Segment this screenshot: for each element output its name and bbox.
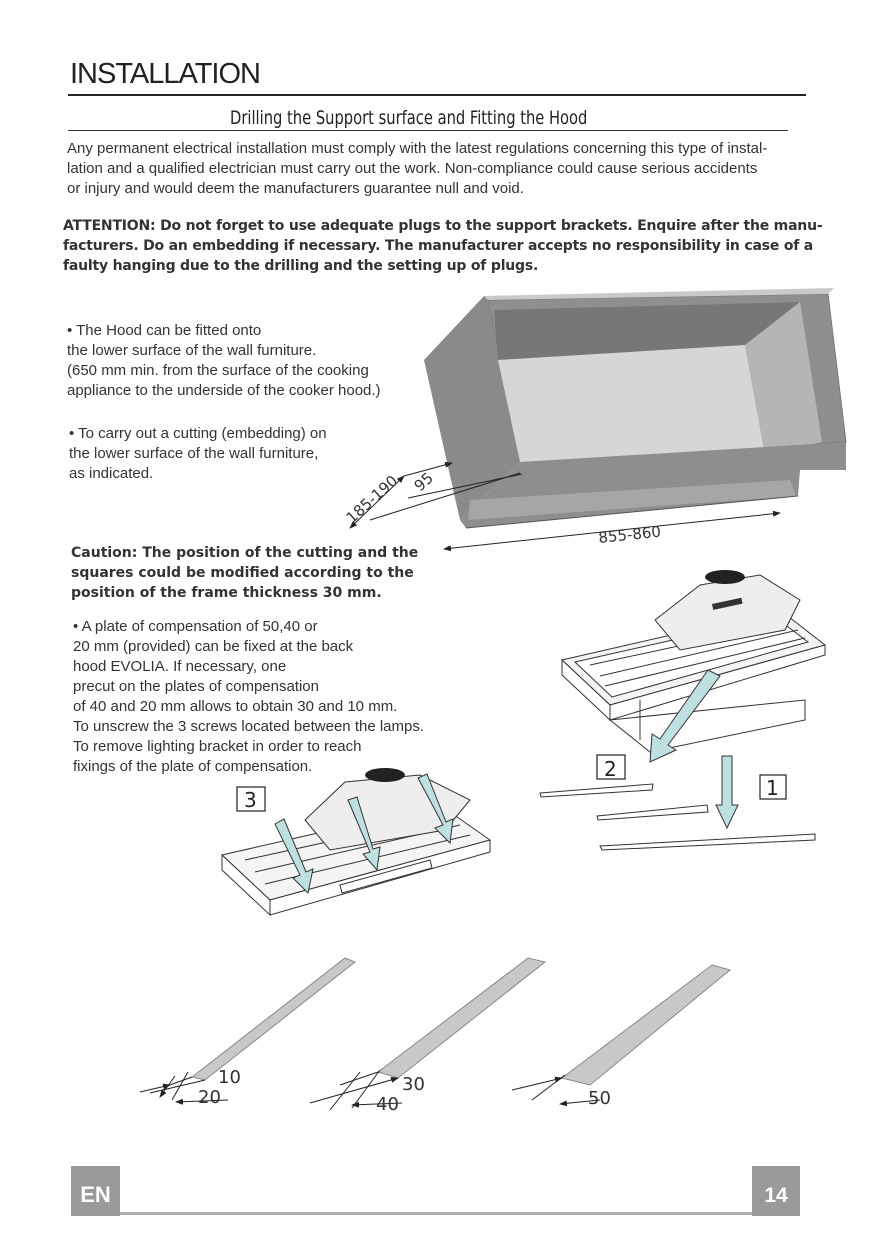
note-line: • A plate of compensation of 50,40 or (73, 618, 318, 635)
attention-line: faulty hanging due to the drilling and the setting up of plugs. (63, 258, 539, 274)
attention-line: facturers. Do an embedding if necessary. The manufacturer accepts no responsibility in case of a (63, 238, 814, 254)
plate-label-20: 20 (198, 1087, 221, 1108)
plate-label-40: 40 (376, 1094, 399, 1115)
note-line: To remove lighting bracket in order to reach (73, 738, 362, 755)
plate-label-50: 50 (588, 1088, 611, 1109)
note-line: as indicated. (69, 465, 154, 482)
note-line: To unscrew the 3 screws located between the lamps. (73, 718, 425, 735)
dimension-depth-label: 185-190 (342, 471, 402, 527)
note-line: precut on the plates of compensation (73, 678, 319, 695)
note-line: appliance to the underside of the cooker hood.) (67, 382, 381, 399)
note-line: • The Hood can be fitted onto (67, 322, 262, 339)
compensation-plate-10-20 (140, 958, 355, 1108)
wall-cabinet-diagram (424, 288, 846, 528)
note-line: (650 mm min. from the surface of the cooking (67, 362, 369, 379)
step-2-label: 2 (604, 757, 617, 781)
dimension-width-label: 855-860 (597, 522, 662, 547)
page-number: 14 (752, 1166, 800, 1216)
plate-label-30: 30 (402, 1074, 425, 1095)
plate-label-10: 10 (218, 1067, 241, 1088)
step-1-label: 1 (766, 776, 779, 800)
section-subtitle: Drilling the Support surface and Fitting the Hood (230, 107, 588, 129)
intro-line: Any permanent electrical installation must comply with the latest regulations concerning this type of instal- (67, 140, 768, 157)
caution-line: position of the frame thickness 30 mm. (71, 585, 382, 601)
step-3-label: 3 (244, 788, 257, 812)
note-line: • To carry out a cutting (embedding) on (69, 425, 327, 442)
intro-line: or injury and would deem the manufacturers guarantee null and void. (67, 180, 524, 197)
intro-line: lation and a qualified electrician must carry out the work. Non-compliance could cause serious accidents (67, 160, 758, 177)
caution-line: Caution: The position of the cutting and the (71, 545, 419, 561)
note-line: fixings of the plate of compensation. (73, 758, 313, 775)
note-line: the lower surface of the wall furniture. (67, 342, 317, 359)
note-line: 20 mm (provided) can be fixed at the back (73, 638, 354, 655)
attention-line: ATTENTION: Do not forget to use adequate plugs to the support brackets. Enquire after the manu- (63, 218, 823, 234)
note-line: of 40 and 20 mm allows to obtain 30 and 10 mm. (73, 698, 398, 715)
hood-screw-removal-diagram (222, 768, 490, 915)
caution-line: squares could be modified according to the (71, 565, 414, 581)
page-title: INSTALLATION (70, 58, 260, 90)
note-line: hood EVOLIA. If necessary, one (73, 658, 287, 675)
dimension-inset-label: 95 (410, 468, 437, 495)
footer-rule (118, 1212, 798, 1215)
language-badge: EN (71, 1166, 120, 1216)
note-line: the lower surface of the wall furniture, (69, 445, 319, 462)
hood-plate-removal-diagram (540, 570, 825, 850)
compensation-plate-30-40 (310, 958, 545, 1115)
compensation-plate-50 (512, 965, 730, 1109)
